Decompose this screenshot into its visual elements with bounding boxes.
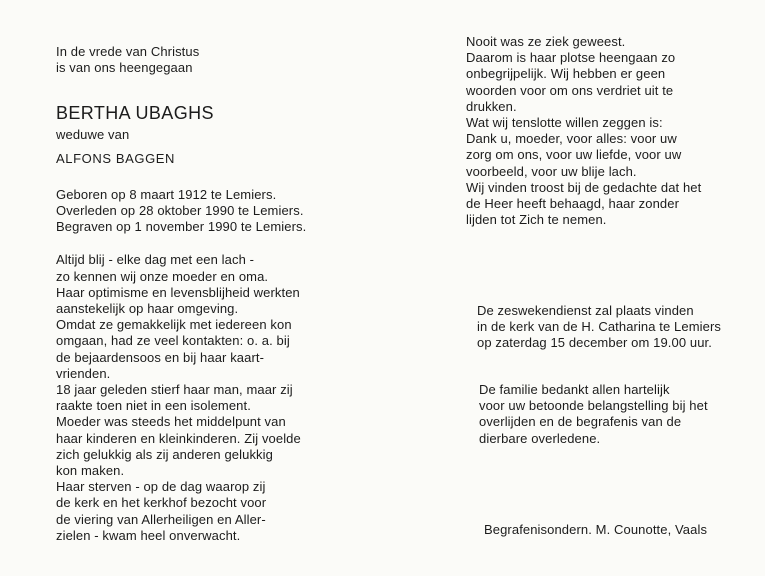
intro-line: is van ons heengegaan <box>56 60 193 76</box>
right-text-line: voorbeeld, voor uw blije lach. <box>466 163 637 179</box>
service-line: De zeswekendienst zal plaats vinden <box>477 303 694 318</box>
memoir-line: raakte toen niet in een isolement. <box>56 398 251 414</box>
birth-date-line: Geboren op 8 maart 1912 te Lemiers. <box>56 186 277 202</box>
right-text-line: zorg om ons, voor uw liefde, voor uw <box>466 147 682 163</box>
left-column <box>56 44 386 544</box>
right-text-line: lijden tot Zich te nemen. <box>466 212 607 228</box>
memoir-line: zich gelukkig als zij anderen gelukkig <box>56 446 273 462</box>
right-text-line: de Heer heeft behaagd, haar zonder <box>466 196 679 212</box>
right-text-line: Wij vinden troost bij de gedachte dat het <box>466 179 702 195</box>
memoir-line: Omdat ze gemakkelijk met iedereen kon <box>56 317 292 333</box>
widow-of-label: weduwe van <box>56 127 130 143</box>
right-text-line: Dank u, moeder, voor alles: voor uw <box>466 131 677 147</box>
memoir-line: 18 jaar geleden stierf haar man, maar zij <box>56 382 293 398</box>
service-line: op zaterdag 15 december om 19.00 uur. <box>477 335 712 351</box>
memoir-line: de bejaardensoos en bij haar kaart- <box>56 349 265 365</box>
memoir-line: Altijd blij - elke dag met een lach - <box>56 252 255 268</box>
spouse-name: ALFONS BAGGEN <box>56 150 176 166</box>
right-text-line: woorden voor om ons verdriet uit te <box>466 82 674 98</box>
intro-line: In de vrede van Christus <box>56 44 200 59</box>
dates-block <box>56 187 386 236</box>
memoir-line: kon maken. <box>56 463 125 479</box>
thanks-line: overlijden en de begrafenis van de <box>479 414 682 430</box>
right-column-text <box>466 34 760 228</box>
death-date-line: Overleden op 28 oktober 1990 te Lemiers. <box>56 203 304 219</box>
memoir-line: zo kennen wij onze moeder en oma. <box>56 268 269 284</box>
right-text-line: Daarom is haar plotse heengaan zo <box>466 50 676 66</box>
right-text-line: Nooit was ze ziek geweest. <box>466 34 626 49</box>
thanks-line: dierbare overledene. <box>479 430 601 446</box>
right-text-line: Wat wij tenslotte willen zeggen is: <box>466 115 663 131</box>
memoir-line: de viering van Allerheiligen en Aller- <box>56 511 266 527</box>
memoir-block <box>56 252 386 544</box>
memoir-line: Moeder was steeds het middelpunt van <box>56 414 286 430</box>
memoir-line: haar kinderen en kleinkinderen. Zij voelde <box>56 430 301 446</box>
undertaker-credit: Begrafenisondern. M. Counotte, Vaals <box>484 522 708 537</box>
burial-date-line: Begraven op 1 november 1990 te Lemiers. <box>56 219 307 235</box>
memoir-line: Haar sterven - op de dag waarop zij <box>56 479 266 495</box>
memoir-line: Haar optimisme en levensblijheid werkten <box>56 284 300 300</box>
memoir-line: zielen - kwam heel onverwacht. <box>56 527 241 543</box>
memoir-line: omgaan, had ze veel kontakten: o. a. bij <box>56 333 290 349</box>
memoir-line: aanstekelijk op haar omgeving. <box>56 301 239 317</box>
thanks-line: De familie bedankt allen hartelijk <box>479 382 670 397</box>
thanks-notice <box>479 382 764 447</box>
thanks-line: voor uw betoonde belangstelling bij het <box>479 398 708 414</box>
deceased-name: BERTHA UBAGHS <box>56 103 214 124</box>
right-text-line: drukken. <box>466 98 517 114</box>
memoir-line: de kerk en het kerkhof bezocht voor <box>56 495 267 511</box>
intro-block <box>56 44 386 76</box>
memoir-line: vrienden. <box>56 365 111 381</box>
right-text-line: onbegrijpelijk. Wij hebben er geen <box>466 66 666 82</box>
service-line: in de kerk van de H. Catharina te Lemiers <box>477 319 721 335</box>
service-notice <box>477 303 762 352</box>
